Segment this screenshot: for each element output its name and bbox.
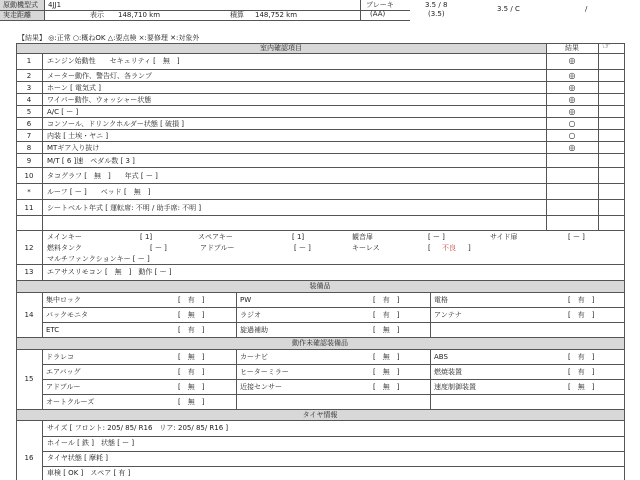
unconf-label: 近接センサー: [240, 383, 282, 391]
result-mark: ◎: [568, 71, 576, 80]
equip-label: 電格: [434, 296, 448, 304]
side-door-label: サイド扉: [490, 233, 518, 241]
row-text: M/T [ 6 ]速 ペダル数 [ 3 ]: [47, 157, 135, 165]
result-header: 結果: [565, 44, 579, 52]
brake-value-1-sub: (3.5): [428, 10, 445, 18]
unconf-value: [ 無 ]: [373, 383, 400, 391]
row-number: 6: [26, 120, 32, 128]
equip-value: [ 有 ]: [568, 296, 595, 304]
fuel-tank-value: [ ー ]: [150, 244, 167, 252]
equip-label: バックモニタ: [46, 311, 88, 319]
rule: [16, 264, 624, 265]
unconf-label: ドラレコ: [46, 353, 74, 361]
row-number: 4: [26, 96, 32, 104]
row-text: エアサスリモコン [ 無 ] 動作 [ ー ]: [47, 268, 172, 276]
total-value: 148,752 km: [255, 11, 298, 19]
tire-condition: タイヤ状態 [ 摩耗 ]: [47, 454, 108, 462]
row-text: ホーン [ 電気式 ]: [47, 84, 101, 92]
equip-value: [ 有 ]: [568, 311, 595, 319]
rule: [236, 292, 237, 338]
unconf-label: 速度制御装置: [434, 383, 476, 391]
equip-value: [ 有 ]: [178, 326, 205, 334]
fuel-tank-label: 燃料タンク: [47, 244, 82, 252]
rule: [16, 349, 624, 350]
unconf-value: [ 無 ]: [178, 383, 205, 391]
brake-value-2: 3.5 / C: [497, 5, 520, 13]
row-text: タコグラフ [ 無 ] 年式 [ ー ]: [47, 172, 158, 180]
equip-label: PW: [240, 296, 252, 304]
row-number: 5: [26, 108, 32, 116]
row-number: 11: [24, 204, 34, 212]
row-number: 1: [26, 57, 32, 65]
meter-label: 表示: [90, 11, 104, 19]
rule: [0, 20, 410, 21]
unconf-label: 燃焼装置: [434, 368, 462, 376]
result-legend: 【結果】 ◎:正常 ○:概ねOK △:要点検 ×:要修理 ✕:対象外: [18, 34, 200, 42]
unconf-value: [ 有 ]: [178, 368, 205, 376]
meter-value: 148,710 km: [118, 11, 161, 19]
unconf-value: [ 無 ]: [373, 368, 400, 376]
row-text: MTギア入り抜け: [47, 144, 100, 152]
rule: [16, 53, 624, 54]
rule: [16, 167, 624, 168]
row-text: A/C [ ー ]: [47, 108, 79, 116]
rule: [624, 43, 625, 480]
engine-type-value: 4JJ1: [48, 1, 62, 9]
rear-door-value: [ ー ]: [428, 233, 445, 241]
equip-label: ラジオ: [240, 311, 261, 319]
rule: [16, 81, 624, 82]
rule: [16, 420, 624, 421]
tire-inspection-spare: 車検 [ OK ] スペア [ 有 ]: [47, 469, 131, 477]
unconf-label: カーナビ: [240, 353, 268, 361]
main-key-value: [ 1]: [140, 233, 153, 241]
equip-label: 集中ロック: [46, 296, 81, 304]
unconf-value: [ 無 ]: [373, 353, 400, 361]
rule: [16, 183, 624, 184]
row-text: コンソール、ドリンクホルダー状態 [ 破損 ]: [47, 120, 185, 128]
rule: [430, 292, 431, 338]
keyless-bracket-close: ]: [468, 244, 471, 252]
unconf-label: オートクルーズ: [46, 398, 95, 406]
side-door-value: [ ー ]: [568, 233, 585, 241]
rule: [16, 117, 624, 118]
row-number: 12: [24, 244, 34, 252]
rule: [16, 153, 624, 154]
unconf-value: [ 有 ]: [568, 368, 595, 376]
spare-key-value: [ 1]: [292, 233, 305, 241]
rule: [42, 379, 624, 380]
result-mark: ◎: [568, 95, 576, 104]
row-text: 内装 [ 土埃・ヤニ ]: [47, 132, 109, 140]
unconf-label: ABS: [434, 353, 448, 361]
row-number: 3: [26, 84, 32, 92]
rule: [16, 105, 624, 106]
rule: [16, 93, 624, 94]
keyless-label: キーレス: [352, 244, 380, 252]
row-number: 9: [26, 157, 32, 165]
row-text: ルーフ [ ー ] ベッド [ 無 ]: [47, 188, 151, 196]
rule: [42, 436, 624, 437]
spare-key-label: スペアキー: [198, 233, 233, 241]
row-number: 15: [24, 375, 34, 383]
rule: [16, 141, 624, 142]
unconfirmed-header: 動作未確認装備品: [292, 339, 348, 347]
brake-sub: (AA): [370, 10, 386, 18]
keyless-value: 不良: [442, 244, 456, 252]
interior-header: 室内確認項目: [260, 44, 302, 52]
result-mark: ○: [568, 119, 576, 128]
rule: [16, 215, 624, 216]
row-number: *: [27, 188, 31, 196]
equip-label: 旋過補助: [240, 326, 268, 334]
rule: [42, 307, 624, 308]
equipment-header: 装備品: [309, 282, 331, 290]
row-text: エンジン始動性 セキュリティ [ 無 ]: [47, 57, 180, 65]
unconf-label: アドブルー: [46, 383, 81, 391]
rule: [44, 0, 45, 20]
equip-label: ETC: [46, 326, 60, 334]
rule: [42, 364, 624, 365]
equip-value: [ 有 ]: [373, 311, 400, 319]
row-number: 8: [26, 144, 32, 152]
hand-icon: ☞: [602, 41, 611, 52]
rule: [16, 69, 624, 70]
equip-value: [ 有 ]: [178, 296, 205, 304]
equip-value: [ 有 ]: [373, 296, 400, 304]
unconf-value: [ 無 ]: [568, 383, 595, 391]
unconf-label: ヒーターミラー: [240, 368, 289, 376]
result-mark: ◎: [568, 56, 576, 65]
engine-type-label: 原動機型式: [3, 1, 38, 9]
rule: [360, 0, 361, 20]
unconf-label: エアバッグ: [46, 368, 81, 376]
row-number: 2: [26, 72, 32, 80]
rule: [598, 43, 599, 231]
rule: [42, 451, 624, 452]
tire-size: サイズ [ フロント: 205/ 85/ R16 リア: 205/ 85/ R16 ]: [47, 424, 229, 432]
unconf-value: [ 無 ]: [178, 398, 205, 406]
adblue-label: アドブルー: [200, 244, 235, 252]
equip-value: [ 無 ]: [178, 311, 205, 319]
rule: [42, 394, 624, 395]
mileage-label: 実走距離: [3, 11, 31, 19]
tire-wheel: ホイール [ 鉄 ] 状態 [ ー ]: [47, 439, 135, 447]
rule: [16, 230, 624, 231]
result-mark: ◎: [568, 83, 576, 92]
rear-door-label: 観音扉: [352, 233, 373, 241]
rule: [16, 43, 624, 44]
main-key-label: メインキー: [47, 233, 82, 241]
result-mark: ◎: [568, 143, 576, 152]
brake-value-1: 3.5 / 8: [425, 1, 448, 9]
unconf-value: [ 有 ]: [568, 353, 595, 361]
keyless-bracket-open: [: [428, 244, 431, 252]
rule: [16, 129, 624, 130]
result-mark: ◎: [568, 107, 576, 116]
row-text: ワイパー動作、ウォッシャー状態: [47, 96, 152, 104]
row-number: 16: [24, 454, 34, 462]
equip-label: アンテナ: [434, 311, 462, 319]
row-number: 7: [26, 132, 32, 140]
equip-value: [ 無 ]: [373, 326, 400, 334]
rule: [0, 10, 410, 11]
unconf-value: [ 無 ]: [178, 353, 205, 361]
row-number: 10: [24, 172, 34, 180]
tire-header: タイヤ情報: [302, 411, 338, 419]
rule: [42, 322, 624, 323]
adblue-value: [ ー ]: [294, 244, 311, 252]
rule: [546, 43, 547, 231]
row-number: 13: [24, 268, 34, 276]
row-number: 14: [24, 311, 34, 319]
rule: [430, 349, 431, 410]
result-mark: ○: [568, 131, 576, 140]
total-label: 積算: [230, 11, 244, 19]
brake-label: ブレーキ: [366, 1, 394, 9]
brake-slash: /: [585, 5, 588, 13]
row-text: メーター動作、警告灯、各ランプ: [47, 72, 152, 80]
rule: [42, 466, 624, 467]
rule: [16, 292, 624, 293]
row-text: シートベルト年式 [ 運転席: 不明 / 助手席: 不明 ]: [47, 204, 202, 212]
rule: [16, 199, 624, 200]
rule: [236, 349, 237, 410]
multi-function-key: マルチファンクションキー [ ー ]: [47, 255, 150, 263]
